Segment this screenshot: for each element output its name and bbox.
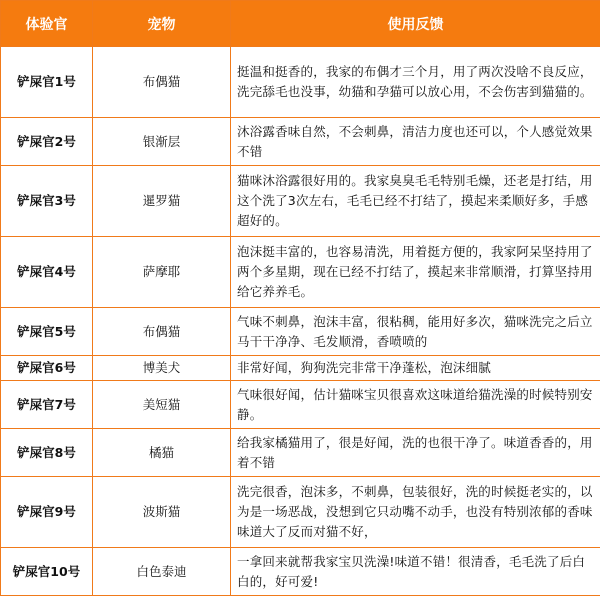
header-pet: 宠物 xyxy=(93,1,231,47)
table-row xyxy=(1,429,600,477)
header-tester: 体验官 xyxy=(1,1,93,47)
feedback-cell: 泡沫挺丰富的，也容易清洗，用着挺方便的，我家阿呆坚持用了两个多星期，现在已经不打结了，摸起来非常顺滑，打算坚持用给它养养毛。 xyxy=(231,237,600,308)
feedback-cell: 挺温和挺香的，我家的布偶才三个月，用了两次没啥不良反应，洗完舔毛也没事，幼猫和孕猫可以放心用，不会伤害到猫猫的。 xyxy=(231,47,600,118)
feedback-cell: 洗完很香，泡沫多，不刺鼻，包装很好，洗的时候挺老实的，以为是一场恶战，没想到它只动嘴不动手，也没有特别浓郁的香味味道大了反而对猫不好， xyxy=(231,477,600,548)
table-row xyxy=(1,477,600,548)
pet-cell: 暹罗猫 xyxy=(93,166,231,237)
table-row xyxy=(1,118,600,166)
feedback-cell: 一拿回来就帮我家宝贝洗澡!味道不错！很清香，毛毛洗了后白白的，好可爱! xyxy=(231,548,600,596)
pet-cell: 美短猫 xyxy=(93,381,231,429)
tester-cell: 铲屎官1号 xyxy=(1,47,93,118)
feedback-cell: 沐浴露香味自然，不会刺鼻，清洁力度也还可以，个人感觉效果不错 xyxy=(231,118,600,166)
pet-cell: 波斯猫 xyxy=(93,477,231,548)
tester-cell: 铲屎官9号 xyxy=(1,477,93,548)
table-row xyxy=(1,237,600,308)
tester-cell: 铲屎官3号 xyxy=(1,166,93,237)
feedback-cell: 猫咪沐浴露很好用的。我家臭臭毛毛特别毛燥，还老是打结，用这个洗了3次左右，毛毛已经不打结了，摸起来柔顺好多，手感超好的。 xyxy=(231,166,600,237)
tester-cell: 铲屎官5号 xyxy=(1,308,93,356)
tester-cell: 铲屎官7号 xyxy=(1,381,93,429)
table-row xyxy=(1,166,600,237)
feedback-cell: 气味很好闻，估计猫咪宝贝很喜欢这味道给猫洗澡的时候特别安静。 xyxy=(231,381,600,429)
pet-cell: 白色泰迪 xyxy=(93,548,231,596)
table-row xyxy=(1,47,600,118)
table-row xyxy=(1,548,600,596)
pet-cell: 橘猫 xyxy=(93,429,231,477)
tester-cell: 铲屎官6号 xyxy=(1,356,93,381)
pet-cell: 萨摩耶 xyxy=(93,237,231,308)
table-row xyxy=(1,381,600,429)
tester-cell: 铲屎官8号 xyxy=(1,429,93,477)
tester-cell: 铲屎官10号 xyxy=(1,548,93,596)
header-feedback: 使用反馈 xyxy=(231,1,600,47)
feedback-cell: 气味不刺鼻，泡沫丰富，很粘稠，能用好多次，猫咪洗完之后立马干干净净、毛发顺滑，香喷喷的 xyxy=(231,308,600,356)
feedback-cell: 非常好闻，狗狗洗完非常干净蓬松，泡沫细腻 xyxy=(231,356,600,381)
pet-cell: 布偶猫 xyxy=(93,47,231,118)
tester-cell: 铲屎官2号 xyxy=(1,118,93,166)
tester-cell: 铲屎官4号 xyxy=(1,237,93,308)
table-row xyxy=(1,356,600,381)
table-header-row xyxy=(1,1,600,47)
feedback-cell: 给我家橘猫用了，很是好闻，洗的也很干净了。味道香香的，用着不错 xyxy=(231,429,600,477)
pet-cell: 博美犬 xyxy=(93,356,231,381)
table-row xyxy=(1,308,600,356)
pet-cell: 银渐层 xyxy=(93,118,231,166)
pet-cell: 布偶猫 xyxy=(93,308,231,356)
